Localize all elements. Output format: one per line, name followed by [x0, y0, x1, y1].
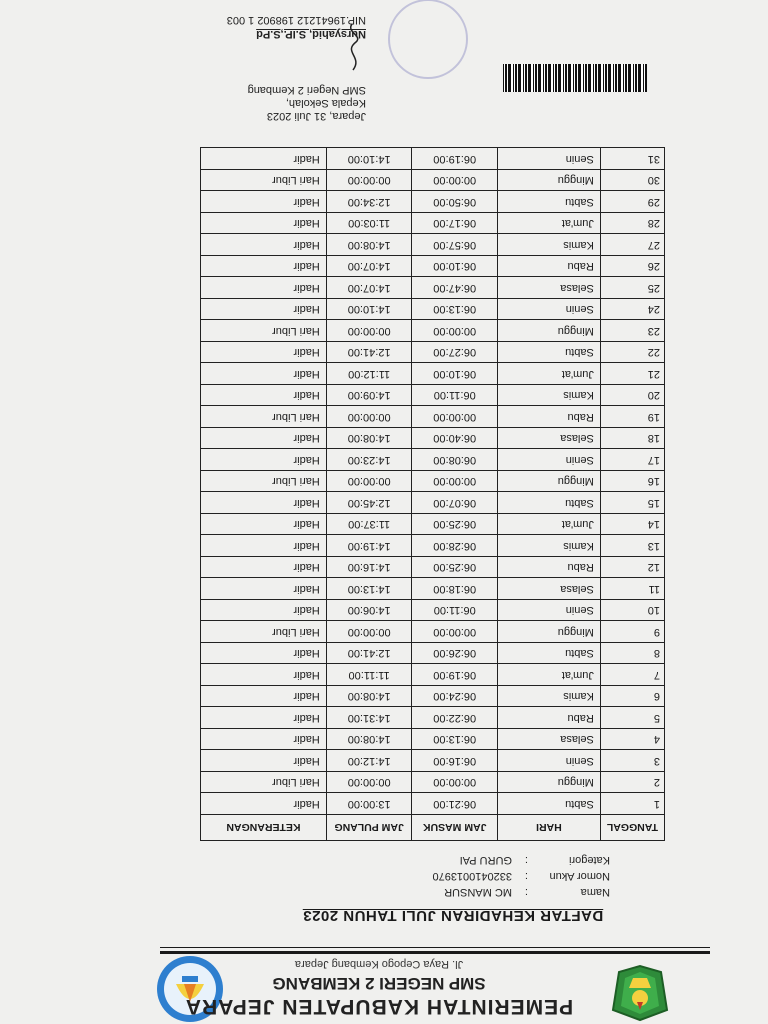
signature-role: Kepala Sekolah, — [285, 97, 366, 109]
cell-remarks: Hadir — [201, 234, 327, 256]
table-row — [201, 256, 665, 278]
cell-date: 2 — [600, 772, 664, 794]
cell-time-in: 06:27:00 — [412, 342, 497, 364]
cell-day: Kamis — [497, 385, 600, 407]
header-remarks: KETERANGAN — [201, 815, 327, 841]
cell-remarks: Hari Libur — [201, 320, 327, 342]
cell-time-in: 00:00:00 — [412, 471, 497, 493]
cell-day: Sabtu — [497, 492, 600, 514]
cell-day: Senin — [497, 750, 600, 772]
cell-remarks: Hadir — [201, 793, 327, 815]
info-separator: : — [524, 854, 528, 866]
table-row — [201, 535, 665, 557]
cell-time-in: 06:18:00 — [412, 578, 497, 600]
cell-time-out: 11:37:00 — [326, 514, 412, 536]
cell-date: 1 — [600, 793, 664, 815]
cell-date: 17 — [600, 449, 664, 471]
cell-date: 11 — [600, 578, 664, 600]
cell-date: 29 — [600, 191, 664, 213]
cell-date: 25 — [600, 277, 664, 299]
cell-remarks: Hadir — [201, 535, 327, 557]
cell-day: Sabtu — [497, 793, 600, 815]
cell-date: 19 — [600, 406, 664, 428]
table-row — [201, 471, 665, 493]
cell-date: 6 — [600, 686, 664, 708]
table-row — [201, 299, 665, 321]
cell-remarks: Hadir — [201, 299, 327, 321]
cell-remarks: Hadir — [201, 707, 327, 729]
info-label: Nomor Akun — [549, 870, 610, 882]
cell-time-out: 13:00:00 — [326, 793, 412, 815]
cell-remarks: Hadir — [201, 514, 327, 536]
cell-time-in: 06:21:00 — [412, 793, 497, 815]
cell-day: Minggu — [497, 471, 600, 493]
cell-time-in: 00:00:00 — [412, 320, 497, 342]
cell-time-in: 06:16:00 — [412, 750, 497, 772]
table-header-row — [201, 815, 665, 841]
cell-time-out: 00:00:00 — [326, 621, 412, 643]
cell-time-out: 00:00:00 — [326, 471, 412, 493]
info-value: MC MANSUR — [444, 886, 512, 898]
header-time-in: JAM MASUK — [412, 815, 497, 841]
cell-day: Kamis — [497, 234, 600, 256]
barcode — [503, 64, 647, 92]
table-row — [201, 729, 665, 751]
cell-day: Rabu — [497, 707, 600, 729]
table-row — [201, 385, 665, 407]
cell-date: 12 — [600, 557, 664, 579]
cell-remarks: Hadir — [201, 557, 327, 579]
cell-date: 16 — [600, 471, 664, 493]
cell-time-out: 12:41:00 — [326, 643, 412, 665]
cell-date: 31 — [600, 148, 664, 170]
cell-time-in: 00:00:00 — [412, 406, 497, 428]
cell-date: 27 — [600, 234, 664, 256]
cell-day: Selasa — [497, 578, 600, 600]
cell-time-in: 06:24:00 — [412, 686, 497, 708]
table-row — [201, 621, 665, 643]
table-row — [201, 664, 665, 686]
cell-date: 10 — [600, 600, 664, 622]
cell-time-out: 12:41:00 — [326, 342, 412, 364]
cell-time-in: 06:10:00 — [412, 363, 497, 385]
cell-date: 21 — [600, 363, 664, 385]
table-row — [201, 643, 665, 665]
cell-time-out: 00:00:00 — [326, 406, 412, 428]
cell-time-out: 00:00:00 — [326, 320, 412, 342]
cell-date: 22 — [600, 342, 664, 364]
table-row — [201, 277, 665, 299]
cell-date: 23 — [600, 320, 664, 342]
table-row — [201, 428, 665, 450]
cell-time-in: 06:07:00 — [412, 492, 497, 514]
cell-day: Sabtu — [497, 643, 600, 665]
table-row — [201, 750, 665, 772]
cell-remarks: Hadir — [201, 148, 327, 170]
table-row — [201, 600, 665, 622]
cell-day: Selasa — [497, 277, 600, 299]
cell-remarks: Hadir — [201, 750, 327, 772]
cell-remarks: Hadir — [201, 191, 327, 213]
cell-date: 8 — [600, 643, 664, 665]
cell-time-out: 14:07:00 — [326, 256, 412, 278]
cell-time-out: 14:08:00 — [326, 234, 412, 256]
table-row — [201, 514, 665, 536]
cell-day: Jum'at — [497, 363, 600, 385]
table-row — [201, 449, 665, 471]
table-row — [201, 234, 665, 256]
cell-time-out: 14:08:00 — [326, 686, 412, 708]
cell-time-in: 06:25:00 — [412, 514, 497, 536]
cell-day: Sabtu — [497, 191, 600, 213]
cell-remarks: Hadir — [201, 664, 327, 686]
cell-date: 28 — [600, 213, 664, 235]
cell-remarks: Hadir — [201, 428, 327, 450]
cell-day: Rabu — [497, 557, 600, 579]
table-row — [201, 686, 665, 708]
header-day: HARI — [497, 815, 600, 841]
table-row — [201, 320, 665, 342]
cell-time-out: 14:10:00 — [326, 148, 412, 170]
cell-remarks: Hari Libur — [201, 471, 327, 493]
cell-remarks: Hadir — [201, 578, 327, 600]
cell-day: Senin — [497, 299, 600, 321]
cell-remarks: Hadir — [201, 363, 327, 385]
cell-day: Rabu — [497, 256, 600, 278]
cell-remarks: Hadir — [201, 686, 327, 708]
cell-time-out: 14:13:00 — [326, 578, 412, 600]
school-address: Jl. Raya Cepogo Kembang Jepara — [294, 958, 464, 970]
signature-name: Nursyahid, S.IP.,S.Pd — [256, 28, 366, 40]
cell-day: Minggu — [497, 621, 600, 643]
cell-date: 13 — [600, 535, 664, 557]
cell-date: 3 — [600, 750, 664, 772]
cell-remarks: Hadir — [201, 449, 327, 471]
cell-date: 26 — [600, 256, 664, 278]
cell-remarks: Hadir — [201, 277, 327, 299]
cell-day: Kamis — [497, 535, 600, 557]
cell-time-in: 06:40:00 — [412, 428, 497, 450]
cell-time-out: 14:08:00 — [326, 729, 412, 751]
cell-remarks: Hadir — [201, 385, 327, 407]
jepara-regency-logo-icon — [609, 964, 671, 1022]
cell-time-out: 00:00:00 — [326, 772, 412, 794]
cell-time-out: 14:10:00 — [326, 299, 412, 321]
cell-remarks: Hadir — [201, 342, 327, 364]
table-row — [201, 191, 665, 213]
cell-day: Senin — [497, 148, 600, 170]
cell-day: Jum'at — [497, 514, 600, 536]
cell-time-in: 06:08:00 — [412, 449, 497, 471]
cell-date: 18 — [600, 428, 664, 450]
cell-time-out: 14:23:00 — [326, 449, 412, 471]
table-row — [201, 707, 665, 729]
cell-remarks: Hadir — [201, 729, 327, 751]
cell-remarks: Hadir — [201, 492, 327, 514]
cell-time-in: 00:00:00 — [412, 170, 497, 192]
cell-time-in: 06:10:00 — [412, 256, 497, 278]
cell-date: 7 — [600, 664, 664, 686]
cell-time-out: 14:31:00 — [326, 707, 412, 729]
cell-time-in: 06:25:00 — [412, 557, 497, 579]
cell-remarks: Hari Libur — [201, 406, 327, 428]
cell-date: 5 — [600, 707, 664, 729]
cell-day: Jum'at — [497, 664, 600, 686]
cell-day: Jum'at — [497, 213, 600, 235]
signature-school: SMP Negeri 2 Kembang — [247, 84, 366, 96]
school-name: SMP NEGERI 2 KEMBANG — [272, 974, 486, 993]
attendance-table — [200, 148, 665, 842]
cell-time-in: 06:11:00 — [412, 385, 497, 407]
cell-time-in: 06:11:00 — [412, 600, 497, 622]
cell-day: Senin — [497, 600, 600, 622]
cell-time-out: 11:03:00 — [326, 213, 412, 235]
table-row — [201, 772, 665, 794]
table-row — [201, 557, 665, 579]
header-time-out: JAM PULANG — [326, 815, 412, 841]
header-rule-thick — [160, 951, 710, 954]
table-row — [201, 148, 665, 170]
cell-day: Selasa — [497, 729, 600, 751]
cell-date: 14 — [600, 514, 664, 536]
cell-time-out: 14:19:00 — [326, 535, 412, 557]
cell-remarks: Hari Libur — [201, 621, 327, 643]
cell-remarks: Hari Libur — [201, 772, 327, 794]
cell-time-in: 06:26:00 — [412, 643, 497, 665]
cell-time-out: 14:08:00 — [326, 428, 412, 450]
cell-remarks: Hadir — [201, 213, 327, 235]
info-label: Kategori — [569, 854, 610, 866]
table-row — [201, 492, 665, 514]
table-row — [201, 170, 665, 192]
cell-time-out: 14:16:00 — [326, 557, 412, 579]
cell-time-out: 12:45:00 — [326, 492, 412, 514]
cell-day: Minggu — [497, 772, 600, 794]
cell-time-out: 14:07:00 — [326, 277, 412, 299]
table-row — [201, 342, 665, 364]
cell-time-in: 06:17:00 — [412, 213, 497, 235]
table-row — [201, 213, 665, 235]
government-heading: PEMERINTAH KABUPATEN JEPARA — [184, 995, 574, 1018]
cell-remarks: Hari Libur — [201, 170, 327, 192]
cell-time-in: 00:00:00 — [412, 621, 497, 643]
cell-date: 24 — [600, 299, 664, 321]
cell-time-in: 06:22:00 — [412, 707, 497, 729]
cell-date: 4 — [600, 729, 664, 751]
cell-time-in: 06:57:00 — [412, 234, 497, 256]
cell-time-out: 14:06:00 — [326, 600, 412, 622]
table-row — [201, 406, 665, 428]
cell-time-in: 06:19:00 — [412, 148, 497, 170]
cell-day: Sabtu — [497, 342, 600, 364]
cell-time-out: 14:12:00 — [326, 750, 412, 772]
info-separator: : — [524, 870, 528, 882]
signature-nip: NIP.19641212 198902 1 003 — [226, 14, 366, 26]
cell-time-in: 00:00:00 — [412, 772, 497, 794]
table-row — [201, 793, 665, 815]
cell-time-in: 06:13:00 — [412, 729, 497, 751]
table-row — [201, 578, 665, 600]
cell-time-in: 06:19:00 — [412, 664, 497, 686]
cell-time-in: 06:47:00 — [412, 277, 497, 299]
header-date: TANGGAL — [600, 815, 664, 841]
cell-date: 20 — [600, 385, 664, 407]
cell-time-out: 14:09:00 — [326, 385, 412, 407]
cell-day: Senin — [497, 449, 600, 471]
info-separator: : — [524, 886, 528, 898]
cell-date: 9 — [600, 621, 664, 643]
cell-time-in: 06:28:00 — [412, 535, 497, 557]
cell-remarks: Hadir — [201, 256, 327, 278]
header-rule-thin — [160, 947, 710, 948]
cell-time-out: 00:00:00 — [326, 170, 412, 192]
info-value: 3320410013970 — [432, 870, 512, 882]
school-stamp — [388, 0, 468, 79]
cell-time-out: 11:12:00 — [326, 363, 412, 385]
cell-time-in: 06:50:00 — [412, 191, 497, 213]
signature-place-date: Jepara, 31 Juli 2023 — [266, 110, 366, 122]
cell-time-out: 11:11:00 — [326, 664, 412, 686]
cell-day: Selasa — [497, 428, 600, 450]
cell-remarks: Hadir — [201, 600, 327, 622]
cell-day: Minggu — [497, 320, 600, 342]
cell-date: 15 — [600, 492, 664, 514]
table-row — [201, 363, 665, 385]
cell-day: Kamis — [497, 686, 600, 708]
cell-time-out: 12:34:00 — [326, 191, 412, 213]
cell-time-in: 06:13:00 — [412, 299, 497, 321]
document-title: DAFTAR KEHADIRAN JULI TAHUN 2023 — [302, 907, 604, 924]
cell-day: Minggu — [497, 170, 600, 192]
info-value: GURU PAI — [459, 854, 512, 866]
cell-day: Rabu — [497, 406, 600, 428]
info-label: Nama — [580, 886, 610, 898]
cell-date: 30 — [600, 170, 664, 192]
cell-remarks: Hadir — [201, 643, 327, 665]
